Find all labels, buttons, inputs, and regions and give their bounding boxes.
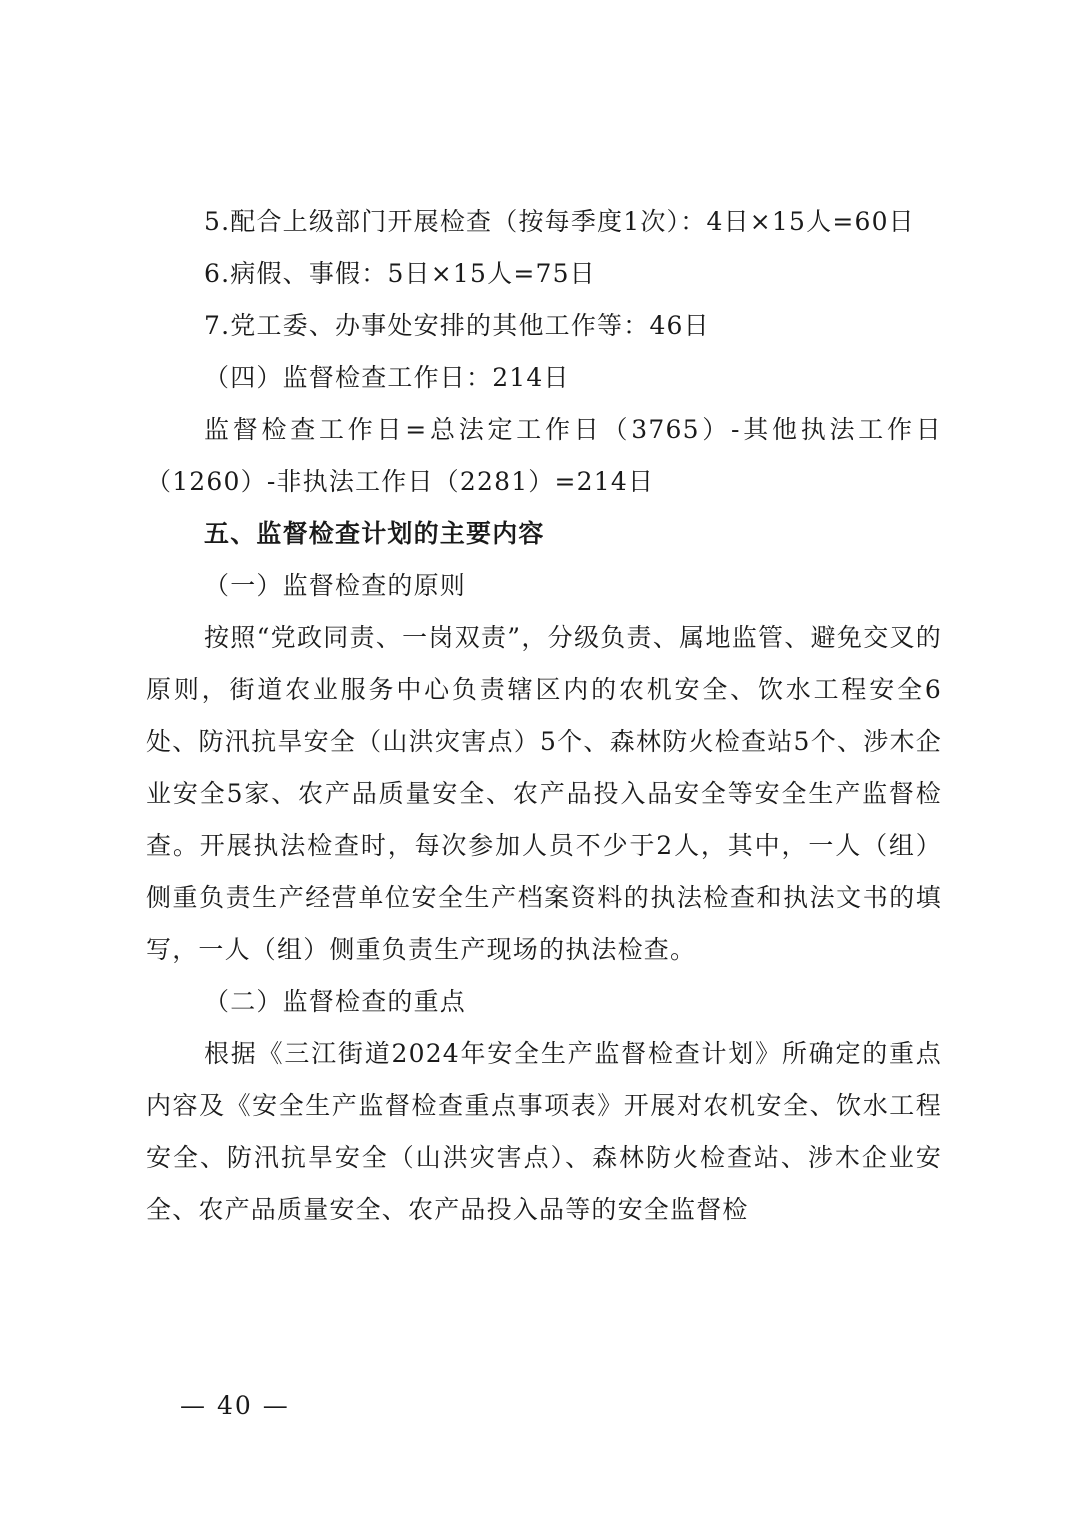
- subheading-key-points: （二）监督检查的重点: [204, 987, 467, 1016]
- paragraph-workday-formula: 监督检查工作日=总法定工作日（3765）-其他执法工作日（1260）-非执法工作日（2281）=214日: [146, 415, 942, 496]
- page-number: — 40 —: [180, 1391, 290, 1420]
- paragraph-item-5: 5.配合上级部门开展检查（按每季度1次）：4日×15人=60日: [204, 207, 915, 236]
- paragraph-principles: 按照“党政同责、一岗双责”，分级负责、属地监管、避免交叉的原则，街道农业服务中心负责辖区内的农机安全、饮水工程安全6处、防汛抗旱安全（山洪灾害点）5个、森林防火检查站5个、涉木企业安全5家、农产品质量安全、农产品投入品安全等安全生产监督检查。开展执法检查时，每次参加人员不少于2人，其中，一人（组）侧重负责生产经营单位安全生产档案资料的执法检查和执法文书的填写，一人（组）侧重负责生产现场的执法检查。: [146, 623, 942, 964]
- section-heading-main-content: 五、监督检查计划的主要内容: [204, 519, 545, 548]
- paragraph-item-7: 7.党工委、办事处安排的其他工作等：46日: [204, 311, 710, 340]
- paragraph-key-points: 根据《三江街道2024年安全生产监督检查计划》所确定的重点内容及《安全生产监督检查重点事项表》开展对农机安全、饮水工程安全、防汛抗旱安全（山洪灾害点）、森林防火检查站、涉木企业安全、农产品质量安全、农产品投入品等的安全监督检: [146, 1039, 942, 1224]
- paragraph-item-6: 6.病假、事假：5日×15人=75日: [204, 259, 596, 288]
- subheading-workdays: （四）监督检查工作日：214日: [204, 363, 570, 392]
- subheading-principles: （一）监督检查的原则: [204, 571, 467, 600]
- document-body: [146, 196, 942, 1236]
